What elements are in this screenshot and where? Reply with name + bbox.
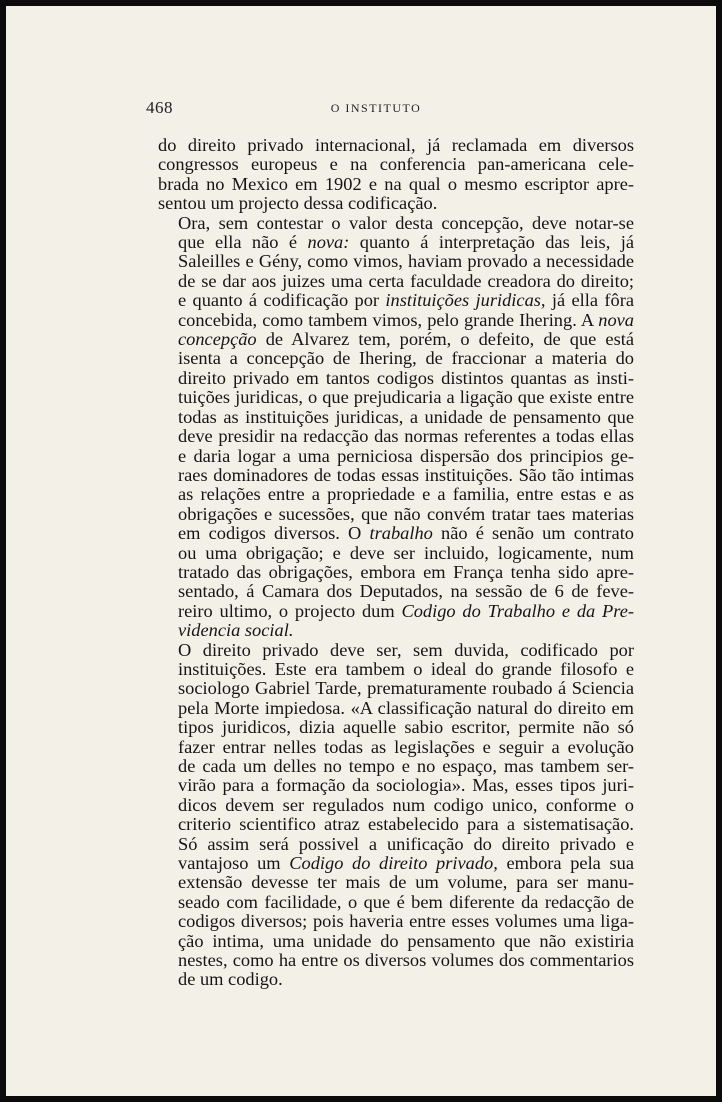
text-line	[158, 311, 634, 330]
italic-text: Codigo do Trabalho e da Pre-	[401, 600, 634, 621]
text-line	[158, 447, 634, 466]
text-line	[158, 505, 634, 524]
text-run: não é senão um contrato	[432, 523, 634, 544]
text-line	[158, 970, 634, 989]
text-run: Ora, sem contestar o valor desta concepção, deve notar-se	[178, 212, 634, 233]
text-line	[158, 815, 634, 834]
text-line	[158, 582, 634, 601]
text-line	[158, 233, 634, 252]
text-run: e daria logar a uma perniciosa dispersão dos principios ge-	[178, 445, 634, 466]
text-line	[158, 621, 634, 640]
text-line	[158, 873, 634, 892]
text-line	[158, 699, 634, 718]
text-run: direito privado em tantos codigos distintos quantas as insti-	[178, 367, 634, 388]
page-header	[146, 98, 606, 120]
text-line	[158, 194, 634, 213]
text-run: de um codigo.	[178, 969, 283, 990]
text-line	[158, 641, 634, 660]
text-run: sociologo Gabriel Tarde, prematuramente roubado á Sciencia	[178, 678, 634, 699]
text-run: embora pela sua	[497, 853, 634, 874]
paragraph	[158, 641, 634, 990]
text-line	[158, 757, 634, 776]
text-run: ou uma obrigação; e deve ser incluido, logicamente, num	[178, 542, 634, 563]
text-line	[158, 893, 634, 912]
text-run: sentado, á Camara dos Deputados, na sessão de 6 de feve-	[178, 581, 634, 602]
text-run: brada no Mexico em 1902 e na qual o mesmo escriptor apre-	[158, 173, 634, 194]
text-run: quanto á interpretação das leis, já	[349, 232, 634, 253]
text-run: codigos diversos; pois haveria entre esses volumes uma liga-	[178, 911, 634, 932]
text-line	[158, 466, 634, 485]
text-line	[158, 214, 634, 233]
text-line	[158, 602, 634, 621]
text-line	[158, 660, 634, 679]
text-run: congressos europeus e na conferencia pan-americana cele-	[158, 154, 634, 175]
text-run: tratado das obrigações, embora em França tenha sido apre-	[178, 561, 634, 582]
text-line	[158, 524, 634, 543]
text-line	[158, 175, 634, 194]
text-line	[158, 369, 634, 388]
italic-text: instituições juridicas,	[385, 290, 546, 311]
text-line	[158, 932, 634, 951]
text-run: em codigos diversos. O	[178, 523, 370, 544]
text-run: obrigações e sucessões, que não convém tratar taes materias	[178, 503, 634, 524]
running-title: O INSTITUTO	[330, 101, 422, 115]
text-line	[158, 427, 634, 446]
book-page	[6, 6, 716, 1096]
text-run: dicos devem ser regulados num codigo unico, conforme o	[178, 794, 634, 815]
text-run: virão para a formação da sociologia». Mas, esses tipos juri-	[178, 775, 634, 796]
text-line	[158, 563, 634, 582]
body-text	[158, 136, 634, 990]
text-run: de Alvarez tem, porém, o defeito, de que está	[256, 329, 634, 350]
text-run: fazer entrar nelles todas as legislações e seguir a evolução	[178, 736, 634, 757]
text-line	[158, 408, 634, 427]
text-run: todas as instituições juridicas, a unidade de pensamento que	[178, 406, 634, 427]
text-line	[158, 272, 634, 291]
text-line	[158, 544, 634, 563]
italic-text: nova:	[307, 232, 350, 253]
text-run: as relações entre a propriedade e a familia, entre estas e as	[178, 484, 634, 505]
text-line	[158, 349, 634, 368]
text-line	[158, 796, 634, 815]
text-run: pela Morte impiedosa. «A classificação natural do direito em	[178, 697, 634, 718]
text-run: tipos juridicos, dizia aquelle sabio escritor, permite não só	[178, 717, 634, 738]
text-run: extensão devesse ter mais de um volume, para ser manu-	[178, 872, 634, 893]
text-line	[158, 912, 634, 931]
text-line	[158, 951, 634, 970]
text-run: ção intima, uma unidade do pensamento que não existiria	[178, 930, 634, 951]
text-line	[158, 485, 634, 504]
text-run: já ella fôra	[545, 290, 635, 311]
text-run: deve presidir na redacção das normas referentes a todas ellas	[178, 426, 634, 447]
text-run: de se dar aos juizes uma certa faculdade creadora do direito;	[178, 270, 634, 291]
text-run: Só assim será possivel a unificação do direito privado e	[178, 833, 634, 854]
text-run: do direito privado internacional, já reclamada em diversos	[158, 135, 634, 155]
text-line	[158, 155, 634, 174]
page-number: 468	[146, 98, 173, 117]
italic-text: videncia social.	[178, 620, 294, 641]
text-line	[158, 252, 634, 271]
text-run: nestes, como ha entre os diversos volumes dos commentarios	[178, 950, 634, 971]
italic-text: Codigo do direito privado,	[289, 853, 498, 874]
text-line	[158, 738, 634, 757]
text-run: vantajoso um	[178, 853, 290, 874]
text-line	[158, 835, 634, 854]
italic-text: nova	[598, 309, 634, 330]
paragraph	[158, 136, 634, 214]
text-run: e quanto á codificação por	[178, 290, 386, 311]
text-line	[158, 679, 634, 698]
italic-text: trabalho	[369, 523, 433, 544]
text-run: que ella não é	[178, 232, 308, 253]
text-run: Saleilles e Gény, como vimos, haviam provado a necessidade	[178, 251, 634, 272]
text-run: raes dominadores de todas essas instituições. São tão intimas	[178, 464, 634, 485]
text-line	[158, 854, 634, 873]
text-line	[158, 330, 634, 349]
text-run: isenta a concepção de Ihering, de fraccionar a materia do	[178, 348, 634, 369]
italic-text: concepção	[178, 329, 257, 350]
paragraph	[158, 214, 634, 641]
text-line	[158, 388, 634, 407]
text-line	[158, 136, 634, 155]
text-run: sentou um projecto dessa codificação.	[158, 193, 438, 214]
text-line	[158, 291, 634, 310]
text-line	[158, 776, 634, 795]
text-run: instituições. Este era tambem o ideal do grande filosofo e	[178, 658, 634, 679]
text-run: concebida, como tambem vimos, pelo grande Ihering. A	[178, 309, 599, 330]
text-line	[158, 718, 634, 737]
text-run: criterio scientifico atraz estabelecido para a sistematisação.	[178, 814, 634, 835]
text-run: reiro ultimo, o projecto dum	[178, 600, 402, 621]
text-run: seado com facilidade, o que é bem diferente da redacção de	[178, 891, 634, 912]
text-run: de cada um delles no tempo e no espaço, mas tambem ser-	[178, 756, 634, 776]
text-run: tuições juridicas, o que prejudicaria a ligação que existe entre	[178, 387, 634, 408]
text-run: O direito privado deve ser, sem duvida, codificado por	[178, 639, 634, 660]
